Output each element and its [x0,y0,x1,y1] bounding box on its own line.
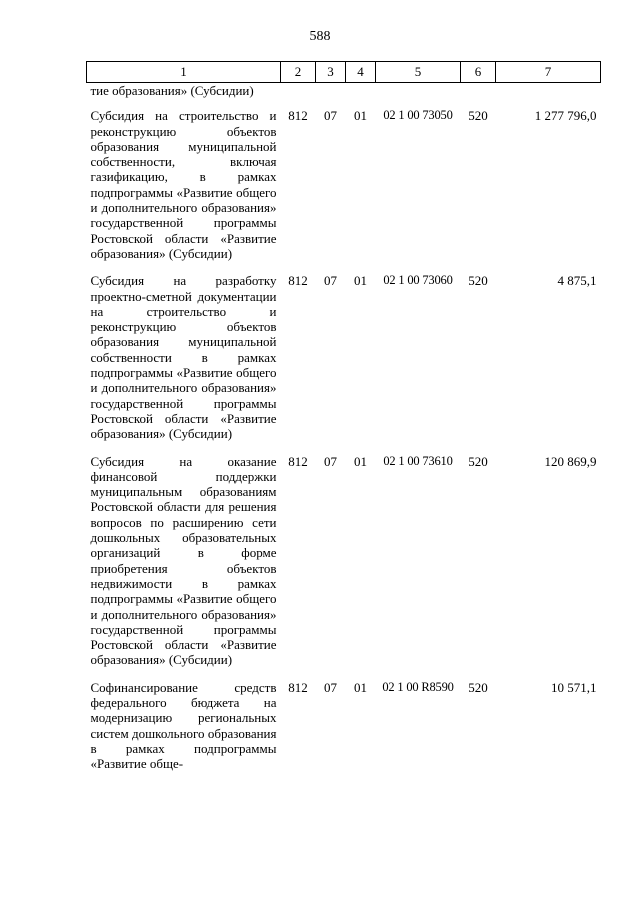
row-description: Субсидия на разработку проектно-сметной документации на строительство и реконструкцию объектов образования муниципальной собственности в рамках подпрограммы «Развитие общего и дополнительного образования» государственной программы Ростовской области «Развитие образования» (Субсидии) [90,273,277,442]
row-col-2: 812 [288,108,308,124]
row-col-4 [346,83,376,109]
table-row [87,83,601,109]
row-col-3 [316,83,346,109]
row-amount: 10 571,1 [551,679,597,695]
row-col-2 [281,83,316,109]
row-description: Субсидия на строительство и реконструкцию объектов образования муниципальной собственности, включая газификацию, в рамках подпрограммы «Развитие общего и дополнительного образования» государственной программы Ростовской области «Развитие образования» (Субсидии) [90,108,277,261]
table-row [87,680,601,784]
table-row [87,273,601,453]
header-col-2: 2 [281,62,316,83]
row-code: 02 1 00 73060 [383,273,453,288]
row-col-4: 01 [354,453,367,469]
row-col-6: 520 [468,453,488,469]
row-code: 02 1 00 73050 [383,108,453,123]
budget-table [86,61,601,783]
row-code: 02 1 00 R8590 [382,679,454,694]
row-amount: 1 277 796,0 [534,108,597,124]
header-col-1: 1 [87,62,281,83]
table-row [87,108,601,273]
page-number: 588 [309,29,331,44]
table-row [87,454,601,680]
header-col-5: 5 [376,62,461,83]
row-col-3: 07 [324,679,337,695]
row-description: тие образования» (Субсидии) [90,83,254,98]
row-col-2: 812 [288,273,308,289]
row-description: Софинансирование средств федерального бюджета на модернизацию региональных систем дошкольного образования в рамках подпрограммы «Развитие обще- [90,679,277,772]
row-amount [496,83,601,109]
row-code: 02 1 00 73610 [383,453,453,468]
row-amount: 120 869,9 [544,453,597,469]
header-row [87,62,601,83]
row-amount: 4 875,1 [557,273,597,289]
row-col-4: 01 [354,679,367,695]
row-col-2: 812 [288,453,308,469]
header-col-7: 7 [496,62,601,83]
row-col-6: 520 [468,108,488,124]
row-col-4: 01 [354,273,367,289]
header-col-6: 6 [461,62,496,83]
row-col-3: 07 [324,108,337,124]
row-col-6: 520 [468,679,488,695]
row-col-3: 07 [324,453,337,469]
header-col-3: 3 [316,62,346,83]
row-col-2: 812 [288,679,308,695]
header-col-4: 4 [346,62,376,83]
row-code [376,83,461,109]
row-col-4: 01 [354,108,367,124]
row-description: Субсидия на оказание финансовой поддержки муниципальным образованиям Ростовской области для решения вопросов по расширению сети дошкольных образовательных организаций в форме приобретения объектов недвижимости в рамках подпрограммы «Развитие общего и дополнительного образования» государственной программы Ростовской области «Развитие образования» (Субсидии) [90,453,277,668]
row-col-6: 520 [468,273,488,289]
row-col-6 [461,83,496,109]
row-col-3: 07 [324,273,337,289]
